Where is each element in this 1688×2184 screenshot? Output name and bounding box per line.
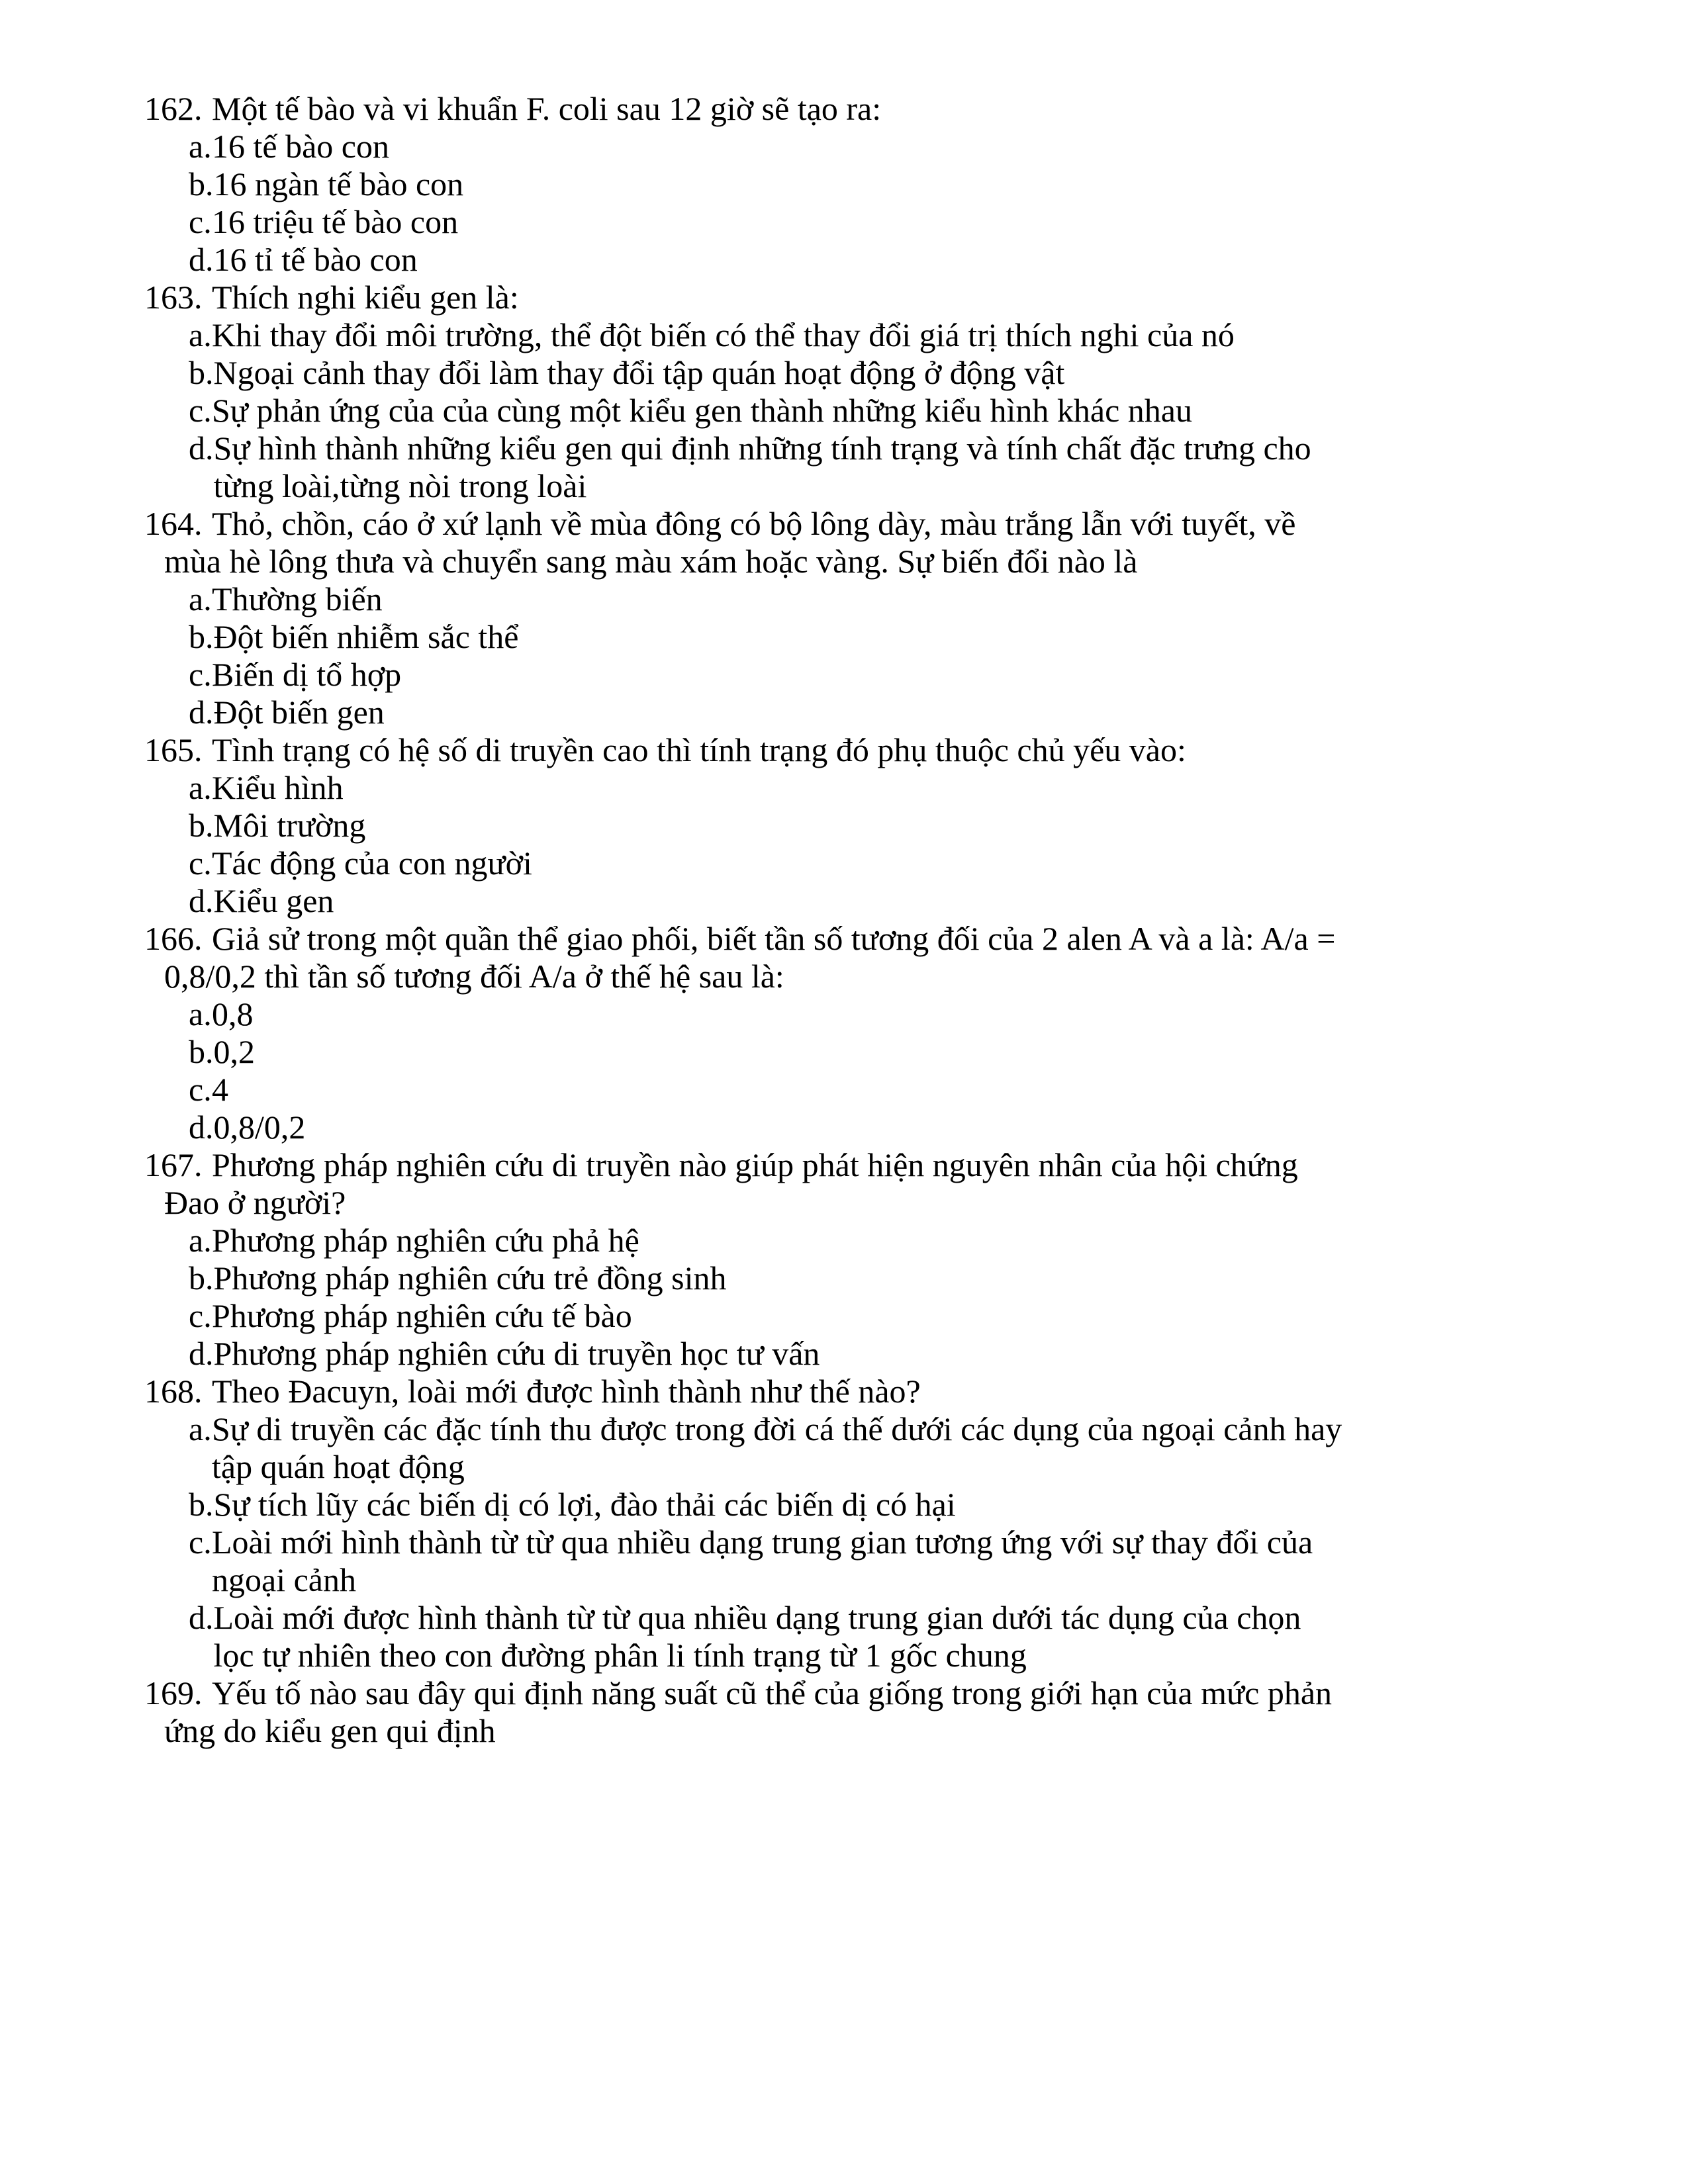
option-letter: d. xyxy=(189,1335,214,1372)
option-letter: a. xyxy=(189,580,212,617)
option-text: 0,8 xyxy=(212,995,254,1032)
option-row xyxy=(189,1259,1347,1297)
question-text-line xyxy=(144,1674,1347,1750)
option-row xyxy=(189,769,1347,807)
option-letter: c. xyxy=(189,844,212,882)
question-block xyxy=(144,1373,1347,1674)
question-block xyxy=(144,279,1347,505)
question-text: Tình trạng có hệ số di truyền cao thì tính trạng đó phụ thuộc chủ yếu vào: xyxy=(212,731,1186,768)
option-text: 4 xyxy=(212,1071,228,1108)
option-text: 0,8/0,2 xyxy=(213,1109,306,1146)
option-row xyxy=(189,882,1347,920)
option-text: Loài mới được hình thành từ từ qua nhiều dạng trung gian dưới tác dụng của chọn lọc tự nhiên theo con đường phân li tính trạng từ 1 gốc chung xyxy=(213,1599,1301,1674)
option-text: Kiểu gen xyxy=(213,882,334,919)
option-letter: c. xyxy=(189,1524,212,1561)
question-text: Yếu tố nào sau đây qui định năng suất cũ thể của giống trong giới hạn của mức phản ứng do kiểu gen qui định xyxy=(164,1674,1333,1749)
option-row xyxy=(189,1335,1347,1373)
option-text: Khi thay đổi môi trường, thể đột biến có thể thay đổi giá trị thích nghi của nó xyxy=(212,316,1235,353)
question-block xyxy=(144,90,1347,279)
option-row xyxy=(189,1222,1347,1259)
option-letter: a. xyxy=(189,128,212,165)
option-letter: a. xyxy=(189,1222,212,1259)
question-number: 167. xyxy=(144,1146,203,1183)
option-row xyxy=(189,1033,1347,1071)
option-row xyxy=(189,995,1347,1033)
option-row xyxy=(189,1599,1347,1674)
option-row xyxy=(189,316,1347,354)
question-block xyxy=(144,1674,1347,1750)
question-block xyxy=(144,1146,1347,1373)
option-letter: c. xyxy=(189,656,212,693)
option-row xyxy=(189,1297,1347,1335)
question-text: Thích nghi kiểu gen là: xyxy=(212,279,519,316)
option-row xyxy=(189,1109,1347,1146)
option-letter: a. xyxy=(189,1410,212,1447)
option-text: 16 tế bào con xyxy=(212,128,389,165)
option-letter: b. xyxy=(189,1259,214,1297)
option-row xyxy=(189,694,1347,731)
option-text: Môi trường xyxy=(213,807,366,844)
option-row xyxy=(189,1486,1347,1524)
option-text: Sự phản ứng của của cùng một kiểu gen thành những kiểu hình khác nhau xyxy=(212,392,1192,429)
option-text: Sự tích lũy các biến dị có lợi, đào thải các biến dị có hại xyxy=(213,1486,956,1523)
option-letter: b. xyxy=(189,354,214,391)
option-text: Kiểu hình xyxy=(212,769,344,806)
question-number: 168. xyxy=(144,1373,203,1410)
question-number: 165. xyxy=(144,731,203,768)
option-letter: b. xyxy=(189,165,214,203)
question-options xyxy=(144,1410,1347,1674)
question-options xyxy=(144,995,1347,1146)
question-number: 169. xyxy=(144,1674,203,1711)
question-text-line xyxy=(144,1146,1347,1222)
option-text: 16 triệu tế bào con xyxy=(212,203,459,240)
option-text: Tác động của con người xyxy=(212,844,532,882)
option-row xyxy=(189,203,1347,241)
option-letter: b. xyxy=(189,618,214,655)
option-row xyxy=(189,1071,1347,1109)
option-letter: a. xyxy=(189,316,212,353)
option-letter: c. xyxy=(189,203,212,240)
option-text: 16 tỉ tế bào con xyxy=(213,241,418,278)
option-text: Đột biến nhiễm sắc thể xyxy=(213,618,519,655)
question-options xyxy=(144,316,1347,505)
option-letter: d. xyxy=(189,430,214,467)
question-text-line xyxy=(144,279,1347,316)
question-block xyxy=(144,920,1347,1146)
option-row xyxy=(189,1524,1347,1599)
option-row xyxy=(189,844,1347,882)
option-row xyxy=(189,128,1347,165)
question-options xyxy=(144,769,1347,920)
option-letter: d. xyxy=(189,241,214,278)
option-row xyxy=(189,580,1347,618)
option-row xyxy=(189,430,1347,505)
option-text: Phương pháp nghiên cứu phả hệ xyxy=(212,1222,639,1259)
option-text: Đột biến gen xyxy=(213,694,385,731)
question-text-line xyxy=(144,920,1347,995)
option-row xyxy=(189,1410,1347,1486)
option-letter: a. xyxy=(189,995,212,1032)
option-text: Phương pháp nghiên cứu di truyền học tư vấn xyxy=(213,1335,820,1372)
option-text: Sự di truyền các đặc tính thu được trong đời cá thế dưới các dụng của ngoại cảnh hay tập quán hoạt động xyxy=(212,1410,1342,1485)
option-row xyxy=(189,807,1347,844)
option-letter: d. xyxy=(189,882,214,919)
question-options xyxy=(144,580,1347,731)
option-letter: d. xyxy=(189,1109,214,1146)
option-row xyxy=(189,354,1347,392)
question-number: 166. xyxy=(144,920,203,957)
question-options xyxy=(144,1222,1347,1373)
option-text: Sự hình thành những kiểu gen qui định những tính trạng và tính chất đặc trưng cho từng loài,từng nòi trong loài xyxy=(213,430,1311,504)
question-number: 162. xyxy=(144,90,203,127)
option-letter: d. xyxy=(189,1599,214,1636)
option-row xyxy=(189,392,1347,430)
option-letter: b. xyxy=(189,1033,214,1070)
question-number: 164. xyxy=(144,505,203,542)
question-text-line xyxy=(144,731,1347,769)
question-text: Một tế bào và vi khuẩn F. coli sau 12 giờ sẽ tạo ra: xyxy=(212,90,882,127)
question-text: Theo Đacuyn, loài mới được hình thành như thế nào? xyxy=(212,1373,921,1410)
option-letter: c. xyxy=(189,1071,212,1108)
question-list xyxy=(144,90,1347,1750)
option-letter: c. xyxy=(189,392,212,429)
option-row xyxy=(189,656,1347,694)
question-text-line xyxy=(144,505,1347,580)
option-row xyxy=(189,165,1347,203)
option-text: 16 ngàn tế bào con xyxy=(213,165,464,203)
option-text: Phương pháp nghiên cứu tế bào xyxy=(212,1297,632,1334)
option-letter: a. xyxy=(189,769,212,806)
question-text-line xyxy=(144,1373,1347,1410)
question-text: Thỏ, chồn, cáo ở xứ lạnh về mùa đông có bộ lông dày, màu trắng lẫn với tuyết, về mùa hè lông thưa và chuyển sang màu xám hoặc vàng. Sự biến đổi nào là xyxy=(164,505,1296,580)
question-block xyxy=(144,505,1347,731)
option-text: Ngoại cảnh thay đổi làm thay đổi tập quán hoạt động ở động vật xyxy=(213,354,1065,391)
option-letter: d. xyxy=(189,694,214,731)
option-text: 0,2 xyxy=(213,1033,255,1070)
question-text: Phương pháp nghiên cứu di truyền nào giúp phát hiện nguyên nhân của hội chứng Đao ở người? xyxy=(164,1146,1298,1221)
question-text-line xyxy=(144,90,1347,128)
option-letter: b. xyxy=(189,807,214,844)
question-text: Giả sử trong một quần thể giao phối, biết tần số tương đối của 2 alen A và a là: A/a = 0,8/0,2 thì tần số tương đối A/a ở thế hệ sau là: xyxy=(164,920,1336,995)
option-text: Phương pháp nghiên cứu trẻ đồng sinh xyxy=(213,1259,727,1297)
question-options xyxy=(144,128,1347,279)
option-letter: b. xyxy=(189,1486,214,1523)
option-text: Thường biến xyxy=(212,580,383,617)
option-text: Biến dị tổ hợp xyxy=(212,656,402,693)
option-row xyxy=(189,241,1347,279)
option-letter: c. xyxy=(189,1297,212,1334)
question-number: 163. xyxy=(144,279,203,316)
option-text: Loài mới hình thành từ từ qua nhiều dạng trung gian tương ứng với sự thay đổi của ngoại cảnh xyxy=(212,1524,1313,1598)
option-row xyxy=(189,618,1347,656)
question-block xyxy=(144,731,1347,920)
